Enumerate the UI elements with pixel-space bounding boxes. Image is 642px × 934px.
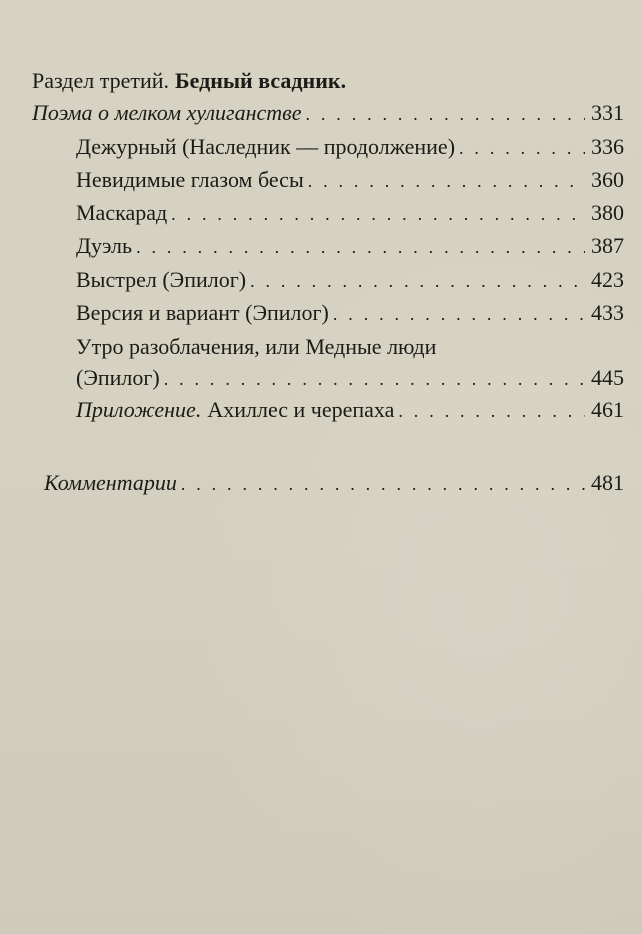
dot-leader — [164, 366, 585, 392]
toc-entry[interactable] — [76, 397, 624, 424]
section-title: Бедный всадник. — [175, 68, 347, 93]
toc-entry[interactable] — [76, 134, 624, 161]
toc-entry-title: Версия и вариант (Эпилог) — [76, 300, 329, 325]
toc-entry-title: Дежурный (Наследник — продолжение) — [76, 134, 456, 159]
section-heading — [32, 68, 592, 94]
toc-entry-page: 336 — [591, 134, 624, 159]
toc-entry-page: 423 — [591, 267, 624, 292]
dot-leader — [333, 301, 585, 327]
commentary-page: 481 — [591, 470, 624, 495]
toc-entry[interactable] — [32, 100, 624, 127]
dot-leader — [250, 268, 585, 294]
toc-entry-title: Невидимые глазом бесы — [76, 167, 304, 192]
dot-leader — [308, 168, 585, 194]
toc-entry-page: 461 — [591, 397, 624, 422]
dot-leader — [459, 135, 585, 161]
toc-entry-title: Поэма о мелком хулиганстве — [32, 100, 302, 125]
toc-entry[interactable] — [76, 200, 624, 227]
toc-entry[interactable] — [76, 167, 624, 194]
toc-entry[interactable] — [76, 267, 624, 294]
section-prefix: Раздел третий. — [32, 68, 170, 93]
toc-entry-page: 433 — [591, 300, 624, 325]
toc-entry-page: 360 — [591, 167, 624, 192]
toc-entry-commentary[interactable] — [44, 470, 624, 497]
toc-entry-title: Ахиллес и черепаха — [207, 397, 395, 422]
toc-entry-page: 445 — [591, 365, 624, 390]
dot-leader — [306, 101, 586, 127]
toc-entry-title: Дуэль — [76, 233, 133, 258]
toc-entry-page: 331 — [591, 100, 624, 125]
toc-entry-title-continued: (Эпилог) — [76, 365, 160, 390]
toc-entry-title: Выстрел (Эпилог) — [76, 267, 247, 292]
toc-entry-title: Утро разоблачения, или Медные люди — [76, 334, 437, 359]
appendix-label: Приложение. — [76, 397, 202, 422]
dot-leader — [181, 471, 585, 497]
toc-entry-page: 380 — [591, 200, 624, 225]
dot-leader — [398, 398, 585, 424]
commentary-title: Комментарии — [44, 470, 177, 495]
toc-entry-page: 387 — [591, 233, 624, 258]
toc-entry-title: Маскарад — [76, 200, 168, 225]
dot-leader — [136, 234, 585, 260]
toc-entry[interactable] — [76, 300, 624, 327]
toc-entry-first-line[interactable] — [76, 334, 624, 360]
toc-entry[interactable] — [76, 233, 624, 260]
toc-entry[interactable] — [76, 365, 624, 392]
dot-leader — [171, 201, 585, 227]
